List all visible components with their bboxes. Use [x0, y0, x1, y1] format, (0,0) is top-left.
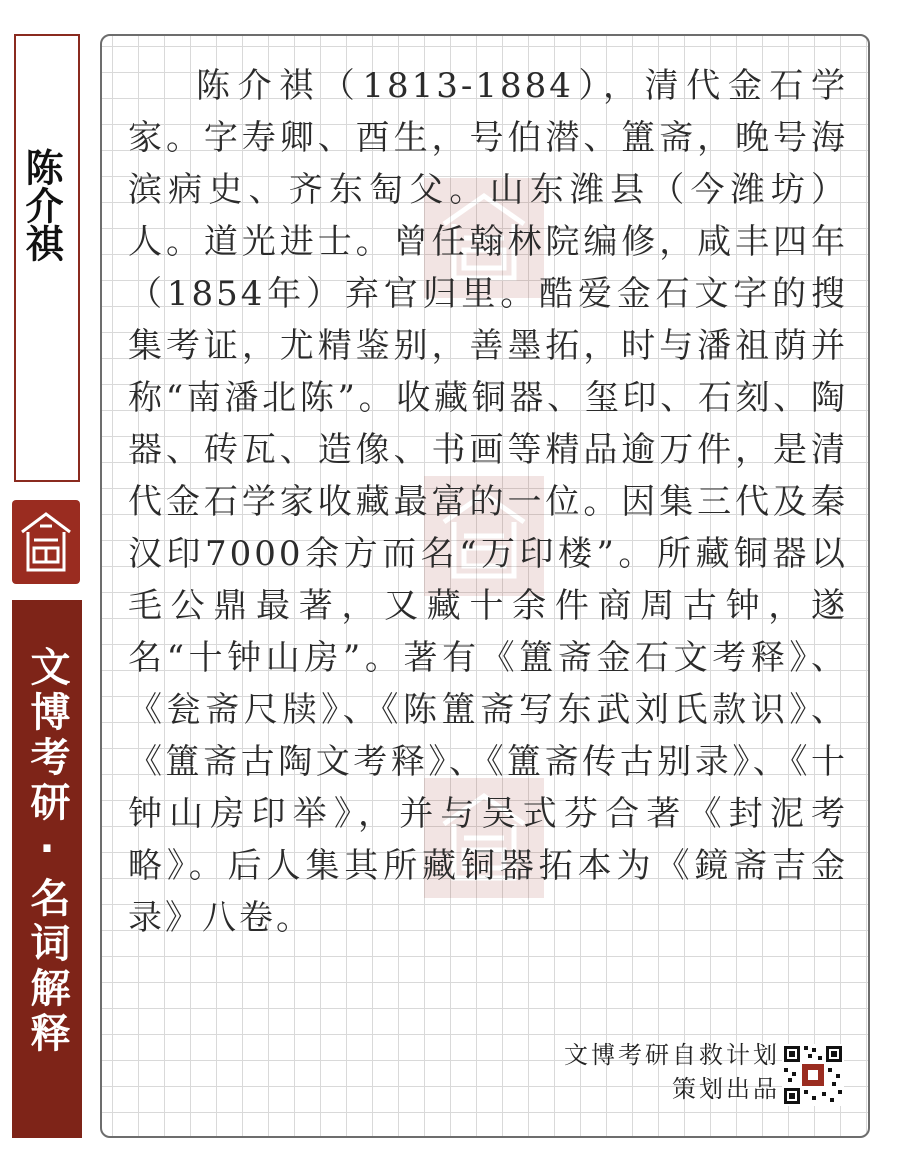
category-banner-text: 文博考研·名词解释 [24, 646, 70, 1057]
category-banner [12, 600, 82, 1138]
credits-line-1: 文博考研自救计划 [564, 1041, 780, 1069]
article-body [128, 60, 848, 944]
title-box [14, 34, 80, 482]
credits [564, 1038, 780, 1106]
page-title: 陈介祺 [19, 148, 63, 262]
seal-logo-icon [12, 500, 80, 584]
qr-code-icon[interactable] [782, 1044, 844, 1106]
article-paragraph: 陈介祺（1813-1884），清代金石学家。字寿卿、酉生，号伯潜、簠斋，晚号海滨病史、齐东匋父。山东潍县（今潍坊）人。道光进士。曾任翰林院编修，咸丰四年（1854年）弃官归里。酷爱金石文字的搜集考证，尤精鉴别，善墨拓，时与潘祖荫并称“南潘北陈”。收藏铜器、玺印、石刻、陶器、砖瓦、造像、书画等精品逾万件，是清代金石学家收藏最富的一位。因集三代及秦汉印7000余方而名“万印楼”。所藏铜器以毛公鼎最著，又藏十余件商周古钟，遂名“十钟山房”。著有《簠斋金石文考释》、《瓮斋尺牍》、《陈簠斋写东武刘氏款识》、《簠斋古陶文考释》、《簠斋传古别录》、《十钟山房印举》，并与吴式芬合著《封泥考略》。后人集其所藏铜器拓本为《鏡斋吉金录》八卷。 [128, 66, 848, 938]
credits-line-2: 策划出品 [672, 1075, 780, 1103]
content-paper [100, 34, 870, 1138]
